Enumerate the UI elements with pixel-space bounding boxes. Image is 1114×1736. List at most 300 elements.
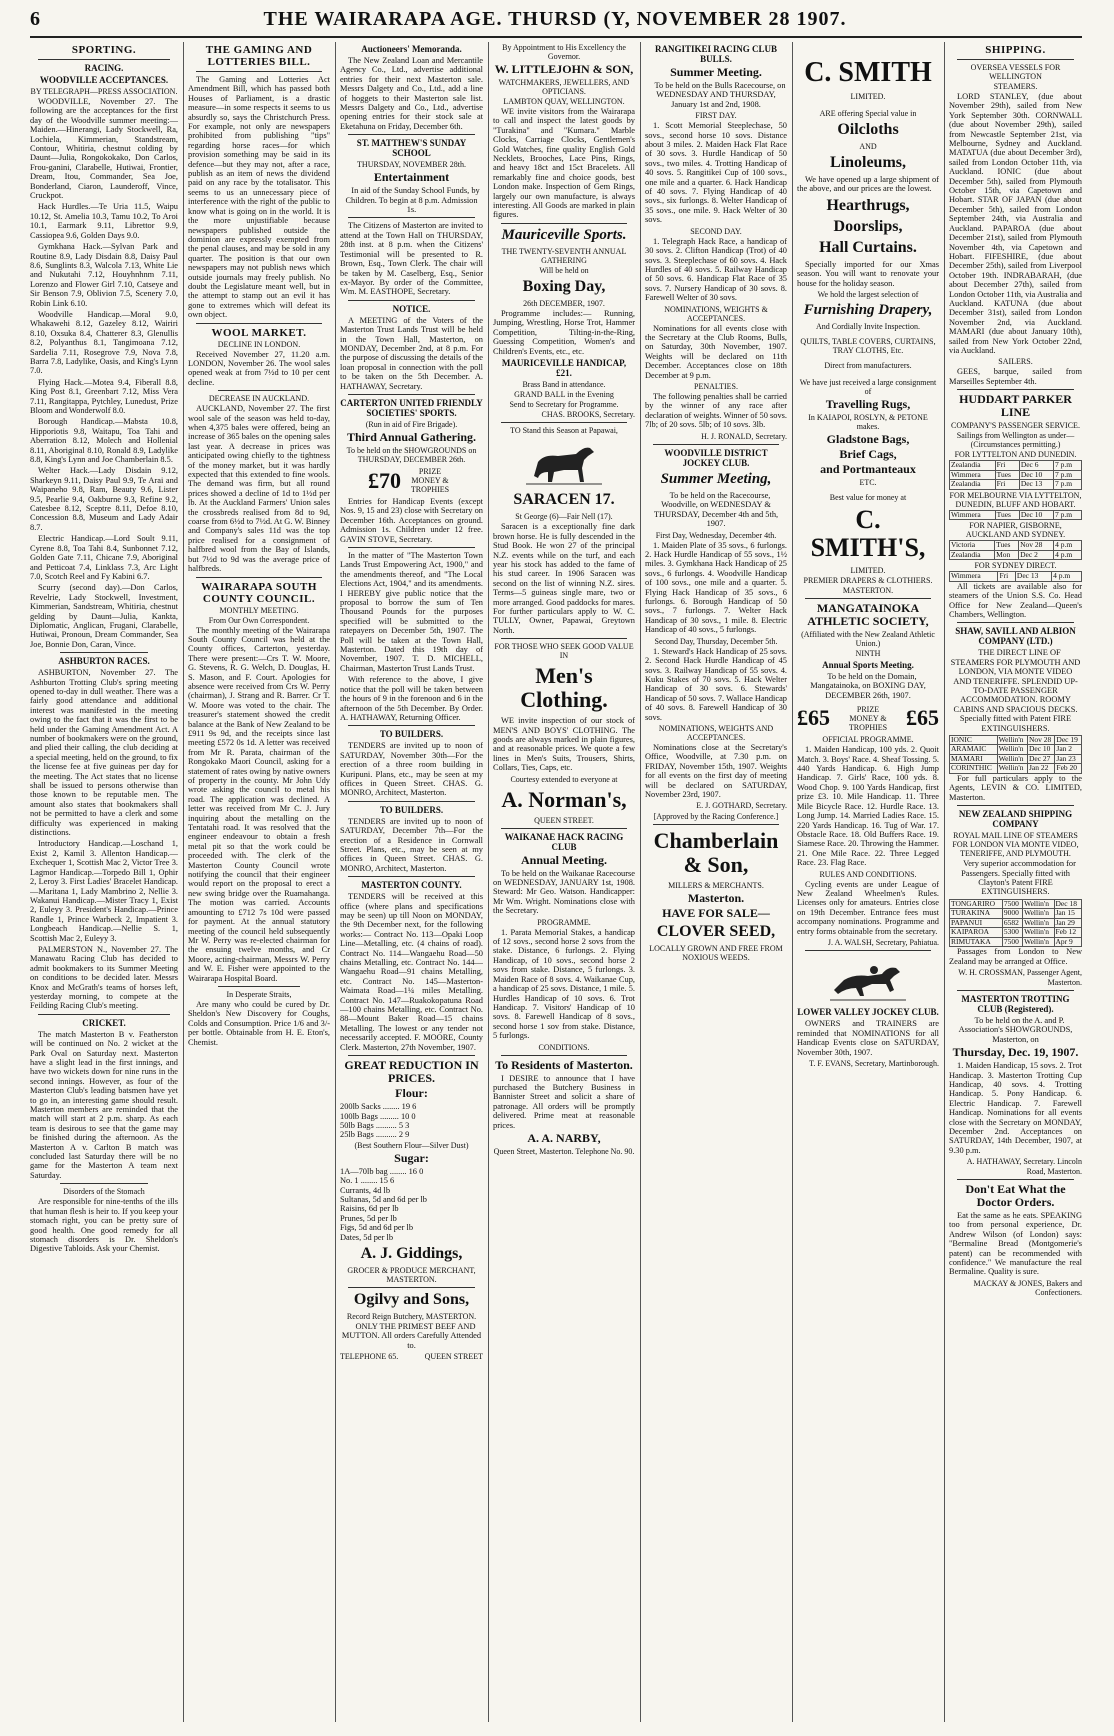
notice-heading: NOTICE.: [392, 303, 431, 314]
column-sporting: [30, 42, 178, 1722]
table-cell: 7 p.m: [1053, 480, 1081, 490]
divider: [218, 390, 300, 391]
advert-text: The following penalties shall be carried by the winner of any race after declaration of weights. Winner of 50 sovs. 7lb; of 20 sovs. 5lb; of 10 sovs. 3lb.: [645, 391, 787, 430]
table-cell: Wellin'n: [1023, 937, 1054, 947]
divider: [957, 990, 1074, 991]
advert-text: Specially imported for our Xmas season. You will want to renovate your house for the holiday season.: [797, 259, 939, 288]
article-text: PALMERSTON N., November 27. The Manawatu Racing Club has decided to admit bookmakers to its Summer Meeting on conditions to be decided later. Messrs Knox and McGrath's teams of horses left, yesterday morning, to compete at the Feilding Racing Club's meeting.: [30, 944, 178, 1011]
article-text: AUCKLAND, November 27. The first wool sale of the season was held to-day, when 4,375 bales were offered, being an increase of 365 bales on the opening sales last year. A decrease in prices was anticipated owing chiefly to the tightness of the money market, but it was hardly expected that this extended to fine wools. The demand was firm, but all round prices showed a decline of 1d to 1½d per lb. At the Auckland Farmers' Union sales the crossbreds realised from 8d to 9d, coarse from 6½d to 7½d. At G. W. Binney and Company's sales 11d was the top price realised for a consignment of halfbred wool from the Bay of Islands, but 7½d to 9d was the average price of halfbreds.: [188, 404, 330, 574]
advert-heading: Disorders of the Stomach: [63, 1187, 145, 1197]
divider: [348, 134, 475, 135]
divider: [196, 323, 322, 324]
table-cell: Dec 10: [1027, 745, 1054, 755]
advert-text: 1. Steward's Hack Handicap of 25 sovs. 2. Second Hack Hurdle Handicap of 45 sovs. 3. Railway Handicap of 55 sovs. 4. Kuku Stakes of 70 sovs. 5. Hack Welter Handicap of 30 sovs. 6. Stewards' Handicap of 50 sovs. 7. Wallace Handicap of 40 sovs. 8. Farewell Handicap of 30 sovs.: [645, 646, 787, 722]
table-cell: Dec 10: [1019, 510, 1053, 520]
sailing-table: [949, 460, 1082, 490]
divider: [196, 577, 322, 578]
advert-footer: [340, 1352, 483, 1361]
table-cell: Tues: [995, 541, 1019, 551]
advert-heading: Men's Clothing.: [520, 663, 608, 713]
table-cell: Zealandia: [950, 461, 996, 471]
advert-line: HAVE FOR SALE—: [662, 905, 770, 920]
advert-heading: Don't Eat What the Doctor Orders.: [965, 1182, 1066, 1210]
divider: [348, 801, 475, 802]
notice-text: In aid of the Sunday School Funds, by Children. To begin at 8 p.m. Admission 1s.: [345, 186, 480, 215]
price-row: Figs, 5d and 6d per lb: [340, 1223, 414, 1233]
advert-text: Are responsible for nine-tenths of the ills that human flesh is heir to. If you keep your stomach right, you can be pretty sure of good health. One good remedy for all stomach disorders is Dr. Sheldon's Digestive Tabloids. Ask your Chemist.: [30, 1197, 178, 1254]
advertiser-sub: MILLERS & MERCHANTS.: [668, 880, 764, 890]
advertiser-sub: WATCHMAKERS, JEWELLERS, AND OPTICIANS.: [498, 78, 630, 96]
advert-line: Send to Secretary for Programme.: [509, 399, 619, 409]
advert-heading: RANGITIKEI RACING CLUB BULLS.: [654, 44, 778, 64]
table-cell: Dec 2: [1019, 550, 1054, 560]
advert-subheading: Annual Sports Meeting.: [822, 660, 914, 671]
table-cell: 4 p.m: [1054, 550, 1082, 560]
prize-banner: [340, 465, 483, 497]
advert-text: To be held on the Domain, Mangatainoka, on BOXING DAY, DECEMBER 26th, 1907.: [810, 672, 926, 700]
advert-heading: MASTERTON TROTTING CLUB (Registered).: [961, 993, 1070, 1014]
stallion-name: SARACEN 17.: [513, 491, 615, 509]
advert-line: We have just received a large consignment of: [799, 378, 937, 397]
divider: [957, 805, 1074, 806]
article-text: The Gaming and Lotteries Act Amendment Bill, which has passed both Houses of Parliament, is a drastic measure—in some respects it seems to us absurdly so, says the Christchurch Press. For example, not only are newspapers prohibited from publishing "tips" regarding horse races—for which provision something may be said in its defence—but they may not, after a race, publish as an item of news the dividend paid on any race by the totalisator. This seems to us an unnecessary piece of interference with the right of the public to know what is going on in the world. It is the more unjustifiable because newspapers published outside the dominion are expressly exempted from the penal clauses, and may be sold in any quarter. The position is that our own newspapers may not publish news which outside journals may freely publish. No doubt the Legislature meant well, but in the attempt to stamp out an evil it has gone to extremes which will defeat its own object.: [188, 75, 330, 320]
advert-heading: SHAW, SAVILL AND ALBION COMPANY (LTD.): [955, 626, 1076, 647]
table-cell: Wellin'n: [1023, 918, 1054, 928]
advert-text: To be held on the Racecourse, Woodville, on WEDNESDAY & THURSDAY, December 4th and 5th, 1907.: [653, 491, 779, 529]
price-row: 100lb Bags ......... 10 0: [340, 1111, 416, 1121]
advert-heading: In Desperate Straits,: [226, 989, 292, 999]
table-cell: Jan 23: [1055, 754, 1082, 764]
advert-text: To be held on the A. and P. Association's SHOWGROUNDS, Masterton, on: [958, 1015, 1073, 1044]
price-row: Prunes, 5d per lb: [340, 1213, 397, 1223]
notice-text: TENDERS are invited up to noon of SATURDAY, December 7th—For the erection of a Residence in Cornwall Street. Plans, etc., may be seen at my offices in Queen Street. CHAS. G. MONRO, Architect, Masterton.: [340, 816, 483, 873]
column-rule: [335, 42, 336, 1722]
route-heading: FOR LYTTELTON AND DUNEDIN.: [954, 450, 1077, 460]
table-row: [950, 541, 1082, 551]
advert-text: WE invite inspection of our stock of MEN'S AND BOYS' CLOTHING. The goods are always marked in plain figures, and at reasonable prices. We quote a few lines in Men's Suits, Trousers, Shirts, Collars, Ties, Caps, etc.: [493, 716, 635, 773]
table-cell: Jan 22: [1027, 764, 1054, 774]
notice-heading: CARTERTON UNITED FRIENDLY SOCIETIES' SPORTS.: [340, 397, 483, 418]
advert-text: ONLY THE PRIMEST BEEF AND MUTTON. All orders Carefully Attended to.: [341, 1321, 482, 1350]
table-cell: 7 p.m: [1053, 470, 1081, 480]
advert-subheading: NOMINATIONS, WEIGHTS AND ACCEPTANCES.: [658, 723, 774, 742]
table-cell: Apr 9: [1054, 937, 1082, 947]
signature: A. HATHAWAY, Secretary. Lincoln Road, Masterton.: [966, 1157, 1082, 1176]
article-heading: Auctioneers' Memoranda.: [361, 44, 462, 54]
table-cell: 7500: [1002, 899, 1022, 909]
advertiser-name: Chamberlain & Son,: [653, 827, 779, 877]
advertiser-name: C. SMITH: [804, 57, 932, 88]
divider: [348, 300, 475, 301]
signature: MACKAY & JONES, Bakers and Confectioners.: [973, 1278, 1082, 1298]
table-cell: Wellin'n: [997, 735, 1027, 745]
table-cell: 9000: [1002, 909, 1022, 919]
table-cell: Wimmera: [950, 572, 998, 582]
divider: [38, 1014, 170, 1015]
advertiser-name: Ogilvy and Sons,: [353, 1290, 470, 1308]
price-list-flour: [340, 1102, 483, 1140]
divider: [348, 1055, 475, 1056]
advert-line: And Cordially Invite Inspection.: [816, 322, 920, 332]
advert-heading: Mauriceville Sports.: [501, 226, 627, 243]
subheading: STEAMERS.: [993, 82, 1038, 91]
table-row: [950, 909, 1082, 919]
table-cell: 5300: [1002, 928, 1022, 938]
table-cell: 7500: [1002, 937, 1022, 947]
advertiser-name: A. A. NARBY,: [527, 1130, 601, 1145]
advert-line: QUILTS, TABLE COVERS, CURTAINS, TRAY CLOTHS, Etc.: [800, 337, 936, 356]
table-cell: Dec 10: [1019, 470, 1053, 480]
column-notices: [340, 42, 483, 1722]
masthead-rule: [30, 36, 1082, 38]
advert-text: For full particulars apply to the Agents, LEVIN & CO. LIMITED, Masterton.: [949, 773, 1082, 802]
column-adverts: [493, 42, 635, 1722]
signature: J. A. WALSH, Secretary, Pahiatua.: [827, 937, 939, 947]
advert-text: Nominations for all events close with the Secretary at the Club Rooms, Bulls, on Saturday, 30th November, 1907. Weights will be declared on 11th December. Acceptances close on 18th December at 9 p.m.: [645, 323, 787, 380]
subheading: SAILERS.: [998, 357, 1033, 367]
divider: [348, 725, 475, 726]
notice-text: TENDERS are invited up to noon of SATURDAY, November 30th—For the erection of a three room building in Kuripuni. Plans, etc., may be seen at my offices in Queen Street. CHAS. G. MONRO, Architect, Masterton.: [340, 741, 483, 798]
price-row: Dates, 5d per lb: [340, 1232, 394, 1242]
advert-text: Saracen is a exceptionally fine dark brown horse. He is fully descended in the Stud Book. He won 27 of the principal N.Z. events while on the turf, and each year his stock has added to the fame of his stud career. In 1906 Saracen was second on the list of winning N.Z. sires. Terms—5 guineas single mare, two or more arranged. Good paddocks for mares. For further particulars apply to W. C. TULLY, Owner, Papawai, Greytown North.: [493, 522, 635, 635]
divider: [957, 59, 1074, 60]
advert-subheading: OFFICIAL PROGRAMME.: [822, 735, 914, 745]
divider: [501, 422, 627, 423]
advertiser-name: C. SMITH'S,: [810, 505, 926, 563]
notice-sub: To be held on the SHOWGROUNDS on THURSDAY, DECEMBER 26th.: [346, 445, 477, 464]
table-cell: Wellin'n: [1023, 899, 1054, 909]
route-heading: FOR SYDNEY DIRECT.: [974, 561, 1057, 571]
advert-text: 1. Maiden Handicap, 100 yds. 2. Quoit Match. 3. Boys' Race. 4. Sheaf Tossing. 5. 440 Yards Handicap. 6. High Jump Handicap. 7. Girls' Race, 100 yds. 8. Wood Chop. 9. 100 Yards Handicap, first prize £3. 10. Mile Handicap. 11. Three Mile Bicycle Race. 12. Hurdle Race. 13. Long Jump. 14. Married Ladies Race. 15. 220 Yards Handicap. 16. Tug of War. 17. Obstacle Race. 18. Old Buffers Race. 19. Siamese Race. 20. Throwing the Hammer. 21. One Mile Race. 22. Three Legged Race. 23. Flag Race.: [797, 745, 939, 868]
table-cell: Wellin'n: [997, 754, 1027, 764]
advert-subheading: PENALTIES.: [694, 381, 738, 391]
article-text: Introductory Handicap.—Loschand 1, Exist 2, Kamil 3. Allenton Handicap.—Exchequer 1, Scottish Mac 2, Victor Tree 3. Lagmor Handicap.—Torpedo Bill 1, Ophir 2, Leroy 3. First Ladies' Bracelet Handicap.—Maritana 1, Lady Mambrino 2, Nellie 3. Wakanui Handicap.—Mister Tracy 1, Exist 2, Euleyy 3. President's Handicap.—Prince Randle 1, Prince Warbeck 2, Impatient 3. Longbeach Handicap.—Nellie S. 1, Scottish Mac 2, Euleyy 3.: [30, 839, 178, 943]
advert-text: Very superior accommodation for Passengers. Specially fitted with Clayton's Patent FIRE EXTINGUISHERS.: [961, 859, 1076, 897]
advertiser-name: W. LITTLEJOHN & SON,: [494, 62, 634, 76]
advertiser-address: QUEEN STREET.: [534, 815, 594, 825]
advert-line: AND: [859, 142, 877, 151]
table-row: [950, 928, 1082, 938]
article-heading: WOODVILLE ACCEPTANCES.: [39, 75, 169, 85]
price-row: 200lb Sacks ........ 19 6: [340, 1102, 417, 1112]
table-cell: CORINTHIC: [950, 764, 998, 774]
stallion-pedigree: St George (6)—Fair Nell (17).: [515, 512, 613, 522]
day-heading: Second Day, Thursday, December 5th.: [654, 636, 778, 646]
advert-sub: TO Stand this Season at Papawai,: [510, 426, 618, 436]
advert-sub: (Affiliated with the New Zealand Athletic Union.): [801, 630, 935, 649]
divider: [348, 217, 475, 218]
table-cell: Zealandia: [950, 550, 995, 560]
table-cell: Feb 12: [1054, 928, 1082, 938]
advert-heading: NEW ZEALAND SHIPPING COMPANY: [958, 809, 1073, 830]
table-cell: Wellin'n: [997, 745, 1027, 755]
event-date: 26th DECEMBER, 1907.: [523, 298, 605, 308]
signature: H. J. RONALD, Secretary.: [701, 431, 787, 441]
advert-text: 1. Parata Memorial Stakes, a handicap of 12 sovs., second horse 2 sovs from the stake. Distance, 6 furlongs. 2. Flying Handicap, of 10 sovs., second horse 2 sovs from stake. Distance, 5 furlongs. 3. Maiden Race of 8 sovs. 4. Waikanae Cup, a handicap of 25 sovs. Distance, 1 mile. 5. Hurdles Handicap of 10 sovs. 6. Trot Handicap. 7. Visitors' Handicap of 10 sovs. 8. Farewell Handicap of 8 sovs., second horse 1 sov from stake. Distance, 5 furlongs.: [493, 927, 635, 1041]
table-cell: Dec 27: [1027, 754, 1054, 764]
advert-subheading: NOMINATIONS, WEIGHTS & ACCEPTANCES.: [664, 304, 768, 323]
article-text: ASHBURTON, November 27. The Ashburton Trotting Club's spring meeting opened to-day in dull weather. There was a fairly good attendance and additional interest was manifested in the meeting owing to the fact that it was the first to be held under the Gaming Amendment Act. A number of bookmakers were on the ground, and plied their calling, the club deciding at a special meeting, held on the ground, to fix the license fee at five guineas per day for the meeting. The Act states that no license shall be issued to persons otherwise than those known to be reputable men. The amount also states that bookmakers shall not be permitted to have a clerk and some difficulty was experienced in making distinctions.: [30, 668, 178, 838]
advert-text: THE DIRECT LINE OF STEAMERS FOR PLYMOUTH AND LONDON, VIA MONTE VIDEO AND TENERIFFE. SPLENDID UP-TO-DATE PASSENGER ACCOMMODATION. ROOMY CABINS AND SPACIOUS DECKS. Specially fitted with Patent FIRE EXTINGUISHERS.: [950, 648, 1081, 733]
table-cell: Feb 20: [1055, 764, 1082, 774]
advert-product: CLOVER SEED,: [656, 922, 776, 940]
divider: [957, 389, 1074, 390]
divider: [501, 223, 627, 224]
notice-text: TENDERS will be received at this office (where plans and specifications may be seen) up till Noon on MONDAY, the 9th December next, for the following works:— Contract No. 113—Opaki Loop Line—Metalling, etc. (4 chains of road). Contract No. 114—Wangaehu Road—50 chains Metalling, etc. Contract No. 144—Wangaehu Road—91 chains Metalling, etc. Contract No. 145—Masterton-Waimata Road—1¼ miles Metalling. Contract No. 147—Ruakokopatuna Road—100 chains Metalling, etc. Contract No. 88—Mount Baker Road—15 chains Metalling. The lowest or any tender not necessarily accepted. F. MOORE, County Clerk. Masterton, 27th November, 1907.: [340, 892, 483, 1052]
advert-heading: LOWER VALLEY JOCKEY CLUB.: [797, 1007, 939, 1018]
table-cell: Wellin'n: [1023, 909, 1054, 919]
advert-text: All tickets are available also for steamers of the Union S.S. Co. Head Office for New Zealand—Queen's Chambers, Wellington.: [949, 581, 1082, 619]
subheading: RACING.: [84, 63, 124, 73]
divider: [957, 1179, 1074, 1180]
price-row: Sultanas, 5d and 6d per lb: [340, 1194, 427, 1204]
signature: CHAS. BROOKS, Secretary.: [541, 409, 635, 419]
advert-subheading: MAURICEVILLE HANDICAP, £21.: [501, 357, 627, 378]
notice-heading: TO BUILDERS.: [379, 804, 444, 815]
article-text: Welter Hack.—Lady Disdain 9.12, Sharkeyn 9.11, Daisy Paul 9.9, Te Arai and Waipaneho 9.8, Ram, Beauty 9.6, Lister 9.5, Pearlie 9.4, Oakburne 9.3, Refine 9.2, Catesbee 8.12, Sceptre 8.11, Defoe 8.10, Concession 8.8, Museum and Lady Adair 8.7.: [30, 466, 178, 532]
signature: E. J. GOTHARD, Secretary.: [696, 801, 787, 811]
column-news: [188, 42, 330, 1722]
advertiser-sub: LIMITED.: [850, 566, 886, 576]
table-row: [950, 461, 1082, 471]
column-rule: [792, 42, 793, 1722]
table-cell: ARAMAIC: [950, 745, 998, 755]
notice-text: Entries for Handicap Events (except Nos. 9, 15 and 23) close with Secretary on December 16th. Acceptances on ground. Admission 1s. Children under 12 free. GAVIN STOVE, Secretary.: [340, 496, 483, 544]
advert-sub: Sailings from Wellington as under—(Circumstances permitting.): [956, 431, 1075, 450]
advert-text: 1. Telegraph Hack Race, a handicap of 30 sovs. 2. Clifton Handicap (Trot) of 40 sovs. 3. Steeplechase of 60 sovs. 4. Hack Hurdles of 40 sovs. 5. Railway Handicap of 50 sovs. 6. Handicap Flat Race of 35 sovs. 7. Nursery Handicap of 30 sovs. 8. Farewell Welter of 30 sovs.: [645, 236, 787, 303]
notice-text: With reference to the above, I give notice that the poll will be taken between the hours of 9 in the forenoon and 6 in the afternoon of the 5th December. By Order. A. HATHAWAY, Returning Officer.: [340, 675, 483, 722]
advert-note: [Approved by the Racing Conference.]: [653, 811, 779, 821]
table-cell: Nov 28: [1027, 735, 1054, 745]
advertiser-name: A. J. Giddings,: [360, 1244, 463, 1262]
steamer-table: [949, 735, 1082, 774]
notice-title: Entertainment: [373, 170, 450, 185]
article-heading: WAIRARAPA SOUTH COUNTY COUNCIL.: [201, 580, 317, 605]
advertiser-name: A. Norman's,: [501, 786, 627, 812]
racehorse-illustration-icon: [828, 954, 908, 1004]
advert-line: ETC.: [859, 478, 877, 488]
divider: [805, 598, 931, 599]
subheading: OVERSEA VESSELS FOR WELLINGTON: [970, 63, 1061, 81]
article-text: Scurry (second day).—Don Carlos, Revelrie, Lady Stockwell, Investment, Kimmerian, Sandstream, Whitiria, chestnut gelding by Daunt—Julia, Kankta, Diplomatic, Anglican, Frugani, Clarabelle, Hutiwai, Pronoun, Dream Commander, Sea Joe, Bonnie Don, Caran, Vince.: [30, 583, 178, 649]
advert-text: I DESIRE to announce that I have purchased the Butchery Business in Bannister Street and solicit a share of patronage. All orders will be promptly delivered. Prime meat at reasonable prices.: [493, 1073, 635, 1130]
prize-amount: £65: [906, 705, 939, 731]
table-row: [950, 937, 1082, 947]
route-heading: FOR NAPIER, GISBORNE, AUCKLAND AND SYDNEY.: [965, 521, 1066, 540]
table-cell: Tues: [995, 470, 1019, 480]
advert-sub: THE TWENTY-SEVENTH ANNUAL GATHERING: [501, 246, 627, 265]
table-cell: Fri: [995, 461, 1019, 471]
column-rule: [944, 42, 945, 1722]
article-text: Electric Handicap.—Lord Soult 9.11, Cyrene 8.8, Toa Tahi 8.4, Sunbonnet 7.12, Golden Gate 7.11, Chicane 7.9, Aboriginal and Petticoat 7.4, Linklass 7.3, Arc Light 7.0, Scotch Reel and Fy Kabini 6.7.: [30, 534, 178, 581]
advert-product: and Portmanteaux: [820, 462, 916, 477]
notice-text: In the matter of "The Masterton Town Lands Trust Empowering Act, 1900," and the amendments thereof, and "The Local Elections Act, 1904," and its amendments. I HEREBY give public notice that the proposal to borrow the sum of Ten Thousand Pounds for the purposes specified will be submitted to the ratepayers on December 5th, 1907. The Poll will be taken at the Town Hall, Masterton. Dated this 19th day of November, 1907. T. D. MICHELL, Chairman, Masterton Trust Lands Trust.: [340, 551, 483, 673]
table-cell: Jan 29: [1054, 918, 1082, 928]
price-row: 25lb Bags .......... 2 9: [340, 1130, 410, 1140]
byline: From Our Own Correspondent.: [208, 615, 310, 625]
table-cell: Nov 28: [1019, 541, 1054, 551]
advert-sub: Will be held on: [539, 265, 589, 275]
table-row: [950, 764, 1082, 774]
notice-sub: (Run in aid of Fire Brigade).: [365, 419, 458, 429]
table-cell: 7 p.m: [1053, 510, 1081, 520]
advert-heading: To Residents of Masterton.: [495, 1057, 633, 1072]
telephone: TELEPHONE 65.: [340, 1352, 399, 1362]
advert-line: Direct from manufacturers.: [824, 361, 912, 371]
advert-sub: By Appointment to His Excellency the Governor.: [502, 43, 626, 61]
table-cell: TONGARIRO: [950, 899, 1003, 909]
divider: [348, 394, 475, 395]
event-date-heading: Boxing Day,: [522, 277, 606, 295]
advert-text: OWNERS and TRAINERS are reminded that NOMINATIONS for all Handicap Events close on SATURDAY, November 30th, 1907.: [797, 1019, 939, 1057]
price-row: 50lb Bags .......... 5 3: [340, 1120, 410, 1130]
advert-note: LOCALLY GROWN AND FREE FROM NOXIOUS WEEDS.: [649, 943, 783, 962]
advertiser-address: Queen Street, Masterton. Telephone No. 90.: [493, 1146, 635, 1156]
article-text: Flying Hack.—Motea 9.4, Fiberall 8.8, King Post 8.1, Greenbart 7.12, Miss Vera 7.11, Rangitappa, Pytchley, Lunedust, Prize Bloom and Wonderwolf 8.0.: [30, 377, 178, 415]
advert-text: Passages from London to New Zealand may be arranged at Office.: [949, 947, 1082, 966]
column-rule: [183, 42, 184, 1722]
table-cell: IONIC: [950, 735, 998, 745]
notice-heading: TO BUILDERS.: [379, 729, 444, 740]
signature: T. F. EVANS, Secretary, Martinborough.: [809, 1059, 939, 1068]
divider: [348, 547, 475, 548]
advert-text: We have opened up a large shipment of the above, and our prices are the lowest.: [797, 175, 939, 194]
section-heading: SPORTING.: [71, 44, 137, 56]
advert-subheading: Sugar:: [394, 1150, 429, 1165]
article-heading: THE GAMING AND LOTTERIES BILL.: [205, 44, 313, 68]
day-heading: SECOND DAY.: [690, 226, 742, 236]
masthead: [30, 8, 1080, 32]
advert-product: Hall Curtains.: [819, 238, 917, 256]
prize-label: PRIZE MONEY & TROPHIES: [848, 704, 888, 732]
section-heading: SHIPPING.: [985, 44, 1046, 56]
advert-subheading: CONDITIONS.: [538, 1042, 590, 1052]
table-cell: 4 p.m: [1054, 541, 1082, 551]
article-text: GEES, barque, sailed from Marseilles September 4th.: [949, 367, 1082, 386]
page-number: 6: [30, 8, 40, 30]
table-cell: Dec 13: [1015, 572, 1051, 582]
notice-heading: MASTERTON COUNTY.: [361, 880, 462, 891]
notice-text: The Citizens of Masterton are invited to attend at the Town Hall on THURSDAY, 28th inst. at 8 p.m. when the Citizens' Testimonial will be presented to R. Brown, Esq., Town Clerk. The chair will be taken by M. Caselberg, Esq., Senior ex-Mayor. By order of the Committee, Wm. M. EASTHOPE, Secretary.: [340, 221, 483, 297]
advert-text: Programme includes:— Running, Jumping, Wrestling, Horse Trot, Hammer Competition, Tilting-in-the-Ring, Guessing Competition, Women's and Children's Events, etc., etc.: [493, 308, 635, 356]
advert-text: WE invite visitors from the Wairarapa to call and inspect the latest goods by "Turakina" and "Kumara." Marble Clocks, Carriage Clocks, Gentlemen's Gold Watches, fine quality English Gold Necklets, Brooches, Lace Pins, Rings, and heavy 18ct and 15ct Bracelets. All remarkably fine and choice goods, best London make. Inspection of Gem Rings, largely our own manufacture, is always interesting. All Goods are marked in plain figures.: [493, 107, 635, 220]
price-row: 1A—70lb bag ........ 16 0: [340, 1166, 424, 1176]
prize-amount: £65: [797, 705, 830, 731]
table-cell: Dec 19: [1055, 735, 1082, 745]
advert-sub: COMPANY'S PASSENGER SERVICE.: [951, 421, 1080, 431]
table-cell: Dec 6: [1019, 461, 1053, 471]
article-text: Hack Hurdles.—Te Uria 11.5, Waipu 10.12, St. Amelia 10.3, Tamu 10.2, To Aroi 10.1, Earmark 9.11, Librettor 9.9, Cassiopea 9.6, Golden Days 9.0.: [30, 202, 178, 240]
table-cell: 4 p.m: [1052, 572, 1082, 582]
advert-heading: MANGATAINOKA ATHLETIC SOCIETY,: [807, 601, 929, 629]
advert-subheading: Summer Meeting.: [670, 65, 762, 79]
table-row: [950, 572, 1082, 582]
divider: [218, 986, 300, 987]
subheading: DECREASE IN AUCKLAND.: [208, 394, 310, 404]
advert-text: 1. Scott Memorial Steeplechase, 50 sovs., second horse 10 sovs. Distance about 3 miles. 2. Maiden Hack Flat Race of 30 sovs. 3. Hurdle Handicap of 50 sovs., two miles. 4. Trotting Handicap of 40 sovs. 5. Rangitikei Cup of 100 sovs., one mile and a quarter. 6. Hack Handicap of 40 sovs. 7. Flying Handicap of 40 sovs., six furlongs. 8. Welter Handicap of 35 sovs., one mile. 9. Hack Welter of 30 sovs.: [645, 121, 787, 225]
prize-label: PRIZE MONEY & TROPHIES: [410, 467, 450, 495]
advert-line: ARE offering Special value in: [819, 109, 917, 118]
column-rule: [640, 42, 641, 1722]
divider: [60, 1183, 148, 1184]
prize-amount: £70: [368, 467, 401, 493]
advert-subheading: PROGRAMME.: [537, 917, 591, 927]
table-cell: Wimmera: [950, 470, 996, 480]
column-rule: [488, 42, 489, 1722]
subheading: DECLINE IN LONDON.: [217, 339, 301, 349]
advert-subheading: RULES AND CONDITIONS.: [819, 869, 917, 879]
column-shipping: [949, 42, 1082, 1722]
day-heading: First Day, Wednesday, December 4th.: [655, 530, 777, 540]
article-text: LORD STANLEY, (due about November 29th), sailed from New York September 30th. CORNWALL (due about November 29th), sailed from Newcastle September 21st, via Melbourne, Sydney and Auckland. MATATUA (due about December 3rd), sailed from London October 11th, via Auckland. IONIC (due about December 5th), sailed from Plymouth October 15th, via Capetown and Hobart. STAR OF JAPAN (due about December 5th), sailed from London September 24th, via Australia and Auckland. PAPAROA (due about December 21st), sailed from Plymouth November 4th, via Capetown and Hobart. FIFESHIRE, (due about December 25th), sailed from Liverpool October 19th. INDRABARAH, (due about December 27th), sailed from London October 11th, via Australia and Auckland. KATUNA (due about December 31st), sailed from London November 2nd, via Auckland. MAMARI (due about January 10th), sailed from New York October 22nd, via Auckland.: [949, 92, 1082, 355]
advert-heading: HUDDART PARKER LINE: [959, 392, 1072, 420]
column-race-meetings: [645, 42, 787, 1722]
advert-product: Hearthrugs,: [826, 196, 910, 214]
table-cell: RIMUTAKA: [950, 937, 1003, 947]
day-heading: FIRST DAY.: [695, 111, 737, 121]
article-heading: WOOL MARKET.: [211, 326, 307, 339]
table-cell: 7 p.m: [1053, 461, 1081, 471]
table-cell: Victoria: [950, 541, 995, 551]
divider: [501, 828, 627, 829]
divider: [348, 1287, 475, 1288]
divider: [653, 444, 779, 445]
advert-line: Brass Band in attendance.: [522, 379, 606, 389]
table-cell: Fri: [995, 480, 1019, 490]
advert-text: Are many who could be cured by Dr. Sheldon's New Discovery for Coughs, Colds and Consumption. Price 1/6 and 3/- per bottle. Obtainable from H. E. Eton's, Chemist.: [188, 999, 330, 1047]
price-note: (Best Southern Flour—Silver Dust): [354, 1140, 469, 1150]
advert-product: Linoleums,: [829, 154, 906, 171]
advert-text: To be held on the Waikanae Racecourse on WEDNESDAY, JANUARY 1st, 1908. Steward: Mr Geo. Watson. Handicapper: Mr Wm. Wright. Nominations close with the Secretary.: [493, 868, 635, 916]
article-heading: CRICKET.: [82, 1017, 126, 1028]
divider: [196, 71, 322, 72]
advert-product: Oilcloths: [837, 121, 899, 138]
prize-banner: [797, 702, 939, 734]
address: QUEEN STREET: [424, 1352, 483, 1362]
advertiser-address: LAMBTON QUAY, WELLINGTON.: [503, 97, 625, 106]
table-cell: Dec 18: [1054, 899, 1082, 909]
route-heading: FOR MELBOURNE VIA LYTTELTON, DUNEDIN, BLUFF AND HOBART.: [949, 490, 1082, 509]
notice-date: THURSDAY, NOVEMBER 28th.: [357, 160, 466, 170]
article-text: The match Masterton B v. Featherston will be continued on No. 2 wicket at the Park Oval on Saturday next. Masterton have a slight lead in the first innings, and have two wickets down for nine runs in the second innings. However, as four of the Masterton Club's leading batsmen have yet to go in, an interesting game should result. Masterton members are reminded that the match will start at 2 p.m. sharp. As each team is desirous to see that the game may be finished during the afternoon. As the Masterton A v. Carlton B match was concluded last Saturday there will be no game for the Masterton A team next Saturday.: [30, 1029, 178, 1180]
divider: [348, 876, 475, 877]
advert-product: Gladstone Bags,: [826, 432, 910, 447]
advert-text: Eat the same as he eats. SPEAKING too from personal experience, Dr. Andrew Wilson (of London) says: "Bermaline Bread (Montgomerie's patent) can be recommended with confidence." We manufacture the real Bermaline. Quality is sure.: [949, 1211, 1082, 1277]
sailing-table: [949, 540, 1082, 560]
table-cell: Mon: [995, 550, 1019, 560]
notice-title: Third Annual Gathering.: [346, 429, 477, 444]
table-cell: KAIPAROA: [950, 928, 1003, 938]
advert-text: 1. Maiden Plate of 35 sovs., 6 furlongs. 2. Hack Hurdle Handicap of 55 sovs., 1½ miles. 3. Gymkhana Hack Handicap of 25 sovs., 6 furlongs. 4. Woodville Handicap of 100 sovs., one mile and a quarter. 5. Flying Hack Handicap of 35 sovs., 6 furlongs. 6. Borough Handicap of 50 sovs., 7 furlongs. 7. Welter Hack Handicap of 30 sovs., 1 mile. 8. Electric Handicap of 40 sovs., 5 furlongs.: [645, 540, 787, 635]
notice-heading: ST. MATTHEW'S SUNDAY SCHOOL: [356, 138, 467, 159]
advert-subheading: Summer Meeting,: [660, 471, 772, 487]
divider: [60, 652, 148, 653]
article-text: The monthly meeting of the Wairarapa South County Council was held at the County offices, Carterton, yesterday. There were present:—Crs T. W. Moore, G. Stevens, R. G. Welch, D. Douglas, H. S. Mason, and F. Court. Apologies for absence were received from Crs W. Perry (chairman), J. Strang and R. Barrer. Cr T. W. Moore was voted to the chair. The treasurer's statement showed the credit balance at the Bank of New Zealand to be £911 9s 9d, and the receipts since last meeting £572 0s 1d. A letter was received from Mr R. Parata, chairman of the Rongokako Maori Council, asking for a statement of rates owing by native owners of property in the county. Mr John Udy wrote asking the council to metal his road. The application was declined. A letter was received from Mr C. J. Jury inquiring about the metalling on the Tentatahi road. It was resolved that the engineer endeavour to obtain a fresh metal pit so that the work could be proceeded with. The clerk of the Masterton County Council wrote notifying the council that their engineer would report on the proposal to erect a new swing bridge over the Ruamahanga. The motion was carried. Accounts amounting to £712 7s 10d were passed for payment. At the annual statutory meeting of the council held subsequently Mr W. Perry was re-elected chairman for the ensuing twelve months, and Cr Moore, acting-chairman, Messrs W. Perry and W. E. Fisher were appointed to the Wairarapa Hospital Board.: [188, 625, 330, 983]
table-cell: PAPANUI: [950, 918, 1003, 928]
table-cell: Fri: [998, 572, 1015, 582]
table-cell: 6582: [1002, 918, 1022, 928]
article-text: Borough Handicap.—Mabsta 10.8, Hipporiotis 9.8, Waitapu, Toa Tahi and Aberration 8.12, Molech and Hollenial 8.11, Aboriginal 8.10, Ronald 8.9, Ladylike 8.8, King's Lynn and Joe Chamberlain 8.5.: [30, 417, 178, 465]
advert-line: In KAIAPOI, ROSLYN, & PETONE makes.: [808, 413, 928, 432]
signature: W. H. CROSSMAN, Passenger Agent, Masterton.: [958, 968, 1082, 987]
advert-subheading: Annual Meeting.: [520, 852, 607, 867]
table-row: [950, 550, 1082, 560]
price-row: Raisins, 6d per lb: [340, 1204, 399, 1214]
advertiser-sub: Record Reign Butchery, MASTERTON.: [346, 1311, 477, 1321]
table-row: [950, 510, 1082, 520]
article-heading: ASHBURTON RACES.: [58, 656, 150, 667]
event-date: Thursday, Dec. 19, 1907.: [952, 1045, 1079, 1060]
